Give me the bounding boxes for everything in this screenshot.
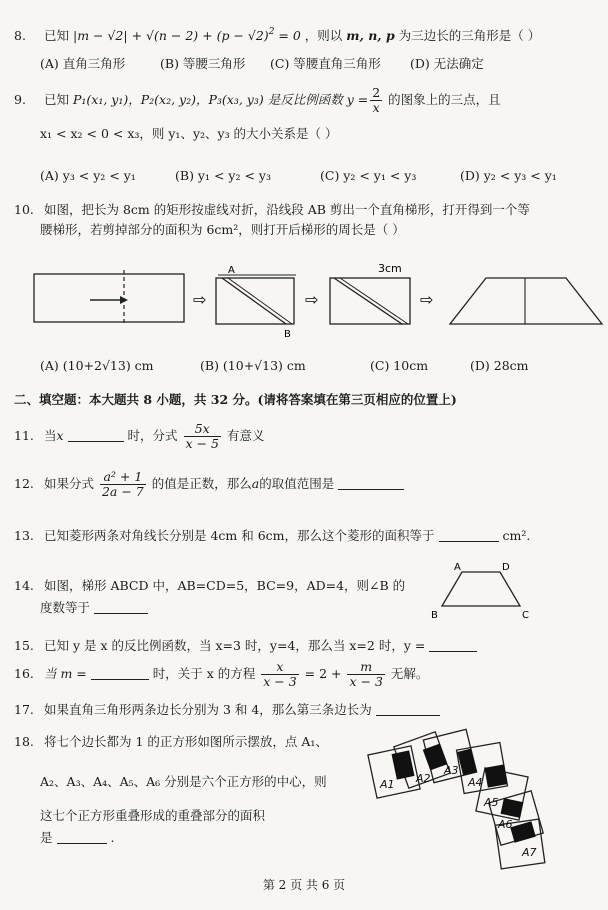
equation-8: $|m - √2| + √(n - 2) + (p - √2)^2 = 0$	[72, 27, 305, 43]
question-18-line4: 是 .	[40, 830, 115, 845]
svg-text:A7: A7	[522, 846, 537, 859]
q12-fraction: $\frac{\text{a² + 1}}{2a - 7}$	[101, 469, 144, 499]
q10-figure	[28, 260, 606, 345]
question-10-line2: 腰梯形，若剪掉部分的面积为 6cm²，则打开后梯形的周长是（ ）	[40, 222, 405, 237]
question-8: 8. 已知 $|m - √2| + √(n - 2) + (p - √2)^2 = 0$ ，则以 m, n, p 为三边长的三角形是（ ）	[14, 27, 541, 43]
svg-text:B: B	[284, 329, 291, 340]
q12-answer-blank[interactable]	[338, 477, 404, 490]
svg-text:C: C	[522, 610, 529, 621]
q9-option-b: (B) y₁ < y₂ < y₃	[175, 168, 271, 183]
q8-option-d: (D) 无法确定	[410, 56, 484, 71]
svg-text:A2: A2	[416, 772, 431, 785]
q11-fraction: $\frac{5x}{x - 5}$	[185, 421, 219, 451]
section-2-heading: 二、填空题：本大题共 8 小题，共 32 分。(请将答案填在第三页相应的位置上)	[14, 392, 457, 407]
question-14: 14. 如图，梯形 ABCD 中，AB=CD=5，BC=9，AD=4，则∠B 的	[14, 578, 406, 593]
question-17: 17. 如果直角三角形两条边长分别为 3 和 4，那么第三条边长为	[14, 700, 598, 720]
q8-option-a: (A) 直角三角形	[40, 56, 126, 71]
q17-answer-blank[interactable]	[376, 703, 440, 716]
q9-condition: x₁ < x₂ < 0 < x₃，则 y₁、y₂、y₃ 的大小关系是（ ）	[40, 126, 338, 141]
question-11: 11. 当x 时，分式 $\frac{5x}{x - 5}$ 有意义	[14, 421, 265, 451]
svg-text:A: A	[454, 562, 461, 573]
q13-answer-blank[interactable]	[439, 529, 499, 542]
svg-text:A1: A1	[380, 778, 395, 791]
question-13: 13. 已知菱形两条对角线长分别是 4cm 和 6cm，那么这个菱形的面积等于 cm².	[14, 528, 531, 543]
question-14-line2: 度数等于	[40, 598, 598, 618]
q16-fraction-2: $\frac{m}{x - 3}$	[349, 659, 383, 689]
q11-answer-blank[interactable]	[68, 429, 124, 442]
q15-answer-blank[interactable]	[429, 639, 477, 652]
q9-option-d: (D) y₂ < y₃ < y₁	[460, 168, 557, 183]
fraction-2-over-x: $\frac{2}{x}$	[372, 85, 381, 115]
q8-option-c: (C) 等腰直角三角形	[270, 56, 381, 71]
question-16: 16. 当 m = 时，关于 x 的方程 $\frac{x}{x - 3}$ = 2 + $\frac{m}{x - 3}$ 无解。	[14, 659, 429, 689]
q10-option-c: (C) 10cm	[370, 358, 429, 373]
svg-text:D: D	[502, 562, 510, 573]
q16-answer-blank[interactable]	[91, 667, 149, 680]
q16-fraction-1: $\frac{x}{x - 3}$	[263, 659, 297, 689]
question-18-line3: 这七个正方形重叠形成的重叠部分的面积	[40, 808, 266, 823]
q14-answer-blank[interactable]	[94, 601, 148, 614]
svg-text:⇨: ⇨	[305, 290, 319, 309]
svg-text:A6: A6	[498, 818, 513, 831]
svg-text:A3: A3	[444, 764, 459, 777]
svg-text:A4: A4	[468, 776, 483, 789]
svg-text:3cm: 3cm	[378, 262, 402, 275]
question-18-line2: A₂、A₃、A₄、A₅、A₆ 分别是六个正方形的中心，则	[40, 774, 327, 789]
svg-text:⇨: ⇨	[193, 290, 207, 309]
svg-text:A: A	[228, 265, 235, 276]
svg-text:B: B	[431, 610, 438, 621]
page-footer: 第 2 页 共 6 页	[262, 878, 346, 892]
q18-answer-blank[interactable]	[57, 831, 107, 844]
question-15: 15. 已知 y 是 x 的反比例函数，当 x=3 时，y=4，那么当 x=2 时，y =	[14, 636, 598, 656]
q10-option-b: (B) (10+√13) cm	[200, 358, 306, 373]
q9-option-a: (A) y₃ < y₂ < y₁	[40, 168, 136, 183]
svg-text:⇨: ⇨	[420, 290, 434, 309]
q18-squares-figure	[364, 728, 554, 876]
question-18: 18. 将七个边长都为 1 的正方形如图所示摆放，点 A₁、	[14, 734, 328, 749]
q14-trapezoid-figure	[426, 560, 536, 622]
q9-option-c: (C) y₂ < y₁ < y₃	[320, 168, 417, 183]
svg-text:A5: A5	[484, 796, 499, 809]
q8-option-b: (B) 等腰三角形	[160, 56, 246, 71]
question-9: 9. 已知 P₁(x₁, y₁)，P₂(x₂, y₂)，P₃(x₃, y₃) 是反比例函数 y = $\frac{2}{x}$ 的图象上的三点，且	[14, 85, 501, 115]
q10-option-a: (A) (10+2√13) cm	[40, 358, 154, 373]
q10-option-d: (D) 28cm	[470, 358, 529, 373]
question-10: 10. 如图，把长为 8cm 的矩形按虚线对折，沿线段 AB 剪出一个直角梯形，打开得到一个等	[14, 202, 530, 217]
question-12: 12. 如果分式 $\frac{\text{a² + 1}}{2a - 7}$ 的值是正数，那么a的取值范围是	[14, 466, 598, 502]
